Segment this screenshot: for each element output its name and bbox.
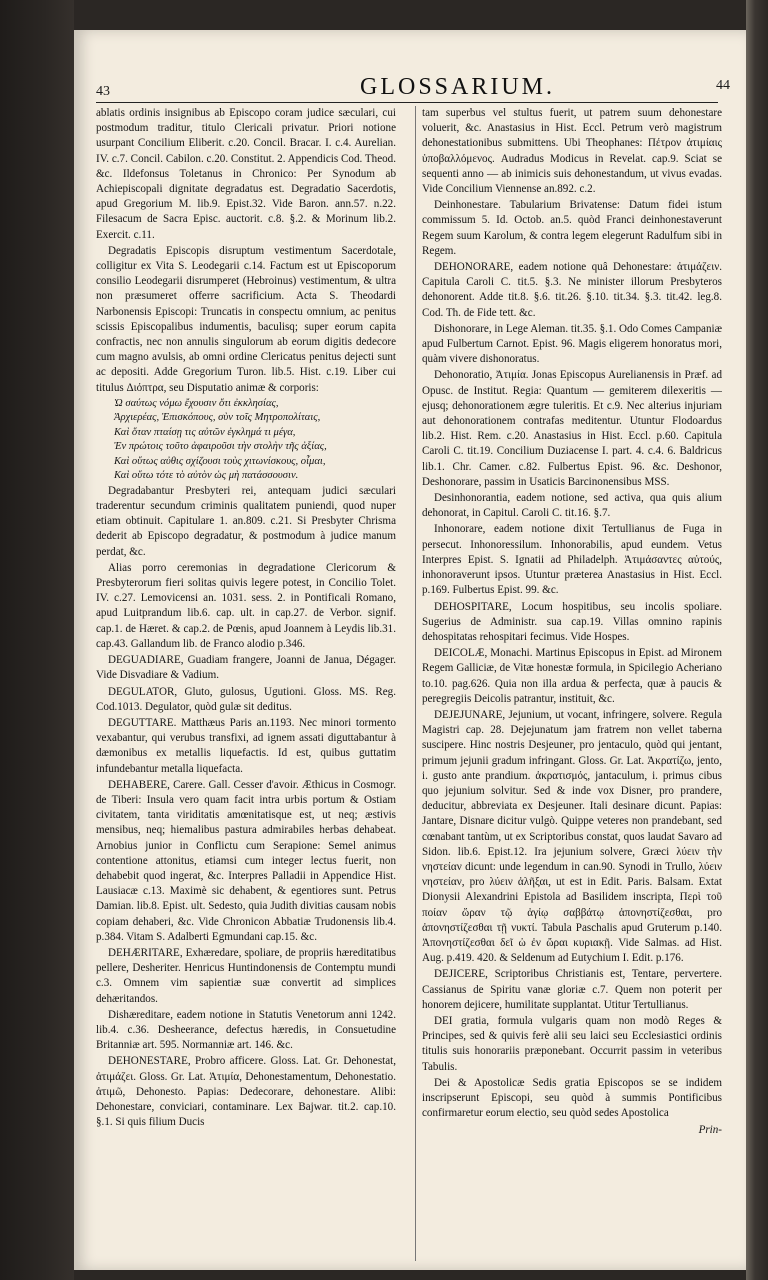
verse-line: Ἐν πρώτοις τοῦτο ἀφαιροῦσι τὴν στολὴν τῆς ἀξίας, [114, 441, 327, 453]
right-page-edge [746, 0, 768, 1280]
glossary-paragraph: DEHOSPITARE, Locum hospitibus, seu incolis spoliare. Sugerius de Administr. sua cap.19. Villas omnino rapinis dehospitatas rehospitari fecimus. Vide Hospes. [422, 600, 722, 643]
glossary-paragraph: DEJICERE, Scriptoribus Christianis est, Tentare, pervertere. Cassianus de Spiritu vanæ gloriæ c.7. Quem non poterit per honorem dejicere, humilitate supplantat. Utitur Tertullianus. [422, 968, 722, 1011]
catchword: Prin- [698, 1124, 722, 1137]
verse-line: Καὶ οὕτως αὐθις σχίζουσι τοὺς χιτωνίσκους, οἶμαι, [114, 455, 326, 467]
glossary-paragraph: DEHONORARE, eadem notione quâ Dehonestare: ἀτιμάζειν. Capitula Caroli C. tit.5. §.3. Ne minister illorum Presbyteros dehonorent. Adde tit.8. §.6. tit.26. §.10. tit.34. §.3. tit.42. leg.8. Cod. Th. de Fide tett. &c. [422, 261, 722, 319]
glossary-paragraph: Degradabantur Presbyteri rei, antequam judici sæculari traderentur secundum criminis qualitatem puniendi, quod nuper etiam obtinuit. Capitulare 1. an.809. c.21. Si Presbyter Chrisma dederit ab Episcopo degradatur, & postmodum à judice manum perdat, &c. [96, 484, 396, 558]
glossary-paragraph: DEGULATOR, Gluto, gulosus, Ugutioni. Gloss. MS. Reg. Cod.1013. Degulator, quòd gulæ sit deditus. [96, 685, 396, 713]
glossary-paragraph: Deinhonestare. Tabularium Brivatense: Datum fidei istum commissum 5. Id. Octob. an.5. quòd Franci deinhonestaverunt Regem suum Karolum, & contra legem elegerunt Radulfum sibi in Regem. [422, 199, 722, 257]
glossary-paragraph: DEHONESTARE, Probro afficere. Gloss. Lat. Gr. Dehonestat, ἀτιμάζει. Gloss. Gr. Lat. Ἀτιμία, Dehonestamentum, Dehonestatio. ἀτιμῶ, Dehonesto. Papias: Dedecorare, dehonestare. Alibi: Dehonestare, conviciari, contaminare. Lex Bajwar. tit.2. cap.10. §.1. Si quis filium Ducis [96, 1055, 396, 1129]
verse-line: Ὡ σαύτως νόμω ἔχουσιν ὅτι ἐκκλησίας, [114, 397, 279, 409]
glossary-paragraph: Dishonorare, in Lege Aleman. tit.35. §.1. Odo Comes Campaniæ apud Fulbertum Carnot. Epist. 96. Magis eligerem honoratus mori, quàm vivere dishonoratus. [422, 322, 722, 366]
glossary-paragraph: DEGUADIARE, Guadiam frangere, Joanni de Janua, Dégager. Vide Disvadiare & Vadium. [96, 654, 396, 682]
glossary-paragraph: Dishæreditare, eadem notione in Statutis Venetorum anni 1242. lib.4. c.36. Desheerance, defectus hæredis, in Consuetudine Britanniæ art. 595. Normanniæ art. 146. &c. [96, 1008, 396, 1052]
header-rule [96, 102, 718, 103]
glossary-paragraph: DEJEJUNARE, Jejunium, ut vocant, infringere, solvere. Regula Magistri cap. 28. Dejejunatum jam fratrem non vellet taberna suscipere. Hinc nostris Desjeuner, pro jentaculo, quòd qui jentant, primum jejunii gradum infringant. Gloss. Gr. Lat. Ἀκρατίζω, jento, i. gusto ante prandium. ἀκρατισμός, jantaculum, i. primus cibus quo jejunium solvitur. Sed & inde vox Disner, pro prandere, deducitur, abbreviata ex Desjeuner. Itali desinare dicunt. Papias: Jantare, Disnare dicitur vulgò. Quippe veteres non prandebant, sed cœnabant tantùm, ut ex Scriptoribus constat, quos laudat Savaro ad Sidon. lib.6. Epist.12. Ira jejunium solvere, Græci λύειν τὴν νηστείαν dicunt: unde legendum in can.90. Synodi in Trullo, λύειν νηστείαν, pro λύειν ἀλῆξαι, ut est in Edit. Paris. Balsam. Extat Dionysii Alexandrini Epistola ad Basilidem inscripta, Περὶ τοῦ ποίαν ὥραν τῷ ἁγίῳ σαββάτῳ ἀπονηστίζεσθαι, pro ἀπονηστίζεσθαι τῇ νυκτί. Tabula Paschalis apud Gruterum p.140. Ἀπονηστίζεσθαι δεῖ ὡ ἐν ὥραι κυριακῇ. Vide Salmas. ad Hist. Aug. p.419. 420. & Seldenum ad Eutychium I. Edit. p.176. [422, 708, 722, 965]
glossary-paragraph: Dei & Apostolicæ Sedis gratia Episcopos se se indidem inscripserunt Episcopi, seu quòd à summis Pontificibus confirmaretur eorum electio, seu quòd sedes Apostolica [422, 1076, 722, 1120]
verse-line: Ἀρχιερέας, Ἐπισκόπους, σὺν τοῖς Μητροπολίταις, [114, 412, 321, 424]
left-book-gutter [0, 0, 74, 1280]
glossary-paragraph: DEHABERE, Carere. Gall. Cesser d'avoir. Æthicus in Cosmogr. de Tiberi: Insula vero quam facit intra urbis portum & Ostiam civitatem, tanta viriditatis amœnitatisque est, ut neq; æstivis mensibus, neq; hiemalibus pastura admirabiles herbas dehabeat. Arnobius junior in Conflictu cum Serapione: Semel animus contentione attonitus, etiamsi cum integer lectus fuerit, non dehabebit quod ingerat, &c. Interpres Palladii in Appendice Hist. Lausiacæ c.13. Maximè sic dehabent, & egentiores sunt. Petrus Damian. lib.8. Epist. ult. Sedesto, quia Judith divitias causam nobis copiam dehaberi, &c. Vide Chronicon Abbatiæ Trudonensis lib.4. p.384. Vitam S. Adalberti Egmundani cap.15. &c. [96, 778, 396, 943]
glossary-paragraph: Degradatis Episcopis disruptum vestimentum Sacerdotale, colligitur ex Vita S. Leodegarii c.14. Factum est ut Episcoporum consilio Leodegarii disrumperet (Hebroinus) vestimentum, & ultra non præsumeret offerre sacrificium. Acta S. Theodardi Narbonensis Episcopi: Truncatis in conspectu omnium, ac penitus scissis Episcopalibus indumentis, baculisq; super eorum capita confractis, nec non annulis singulorum ab eorum digitis dedecore cum magno avulsis, ab omni ordine Clericatus penitus dejecti sunt ac depositi. Adde Gregorium Turon. lib.5. Hist. c.19. Liber cui titulus Διόπτρα, seu Disputatio animæ & corporis: [96, 244, 396, 394]
glossary-paragraph: tam superbus vel stultus fuerit, ut patrem suum dehonestare voluerit, &c. Anastasius in Hist. Eccl. Petrum verò magistrum dehonestationibus submittens. Ubi Theophanes: Πέτρον ἀτιμίαις ὑποβαλλόμενος. Audradus Modicus in Revelat. cap.9. Sciat se sequenti anno — ab inimicis suis dehonestandum, ut vivus evadas. Vide Concilium Viennense an.892. c.2. [422, 107, 722, 196]
glossary-paragraph: ablatis ordinis insignibus ab Episcopo coram judice sæculari, cui postmodum traditur, titulo Clericali privatur. Priori notione usurpant Concilium Eliberit. c.20. Concil. Bracar. I. c.4. Aurelian. IV. c.7. Concil. Cabilon. c.20. Constitut. 2. Appendicis Cod. Theod. &c. Ildefonsus Toletanus in Chronico: Per Synodum ab Achiepiscopali dignitate degradatus est. Degradatio Sacerdotis, apud Gregorium M. lib.9. Epist.32. Vide Baron. ann.57. n.22. Filesacum de Sacra Episc. auctorit. c.8. §.2. & Morinum lib.2. Exercit. c.11. [96, 107, 396, 241]
glossary-paragraph: Alias porro ceremonias in degradatione Clericorum & Presbyterorum fieri solitas quivis legere potest, in Concilio Tolet. IV. c.27. Lemovicensi an. 1031. sess. 2. in Pontificali Romano, apud Luitprandum lib.6. cap. ult. in cap.27. de Verbor. signif. cap.1. de Hæret. & cap.2. de Pœnis, apud Joannem à Leydis lib.31. cap.43. Gallandum lib. de Franco alodio p.346. [96, 561, 396, 650]
verse-line: Καὶ ὅταν πταίσῃ τις αὐτῶν ἐγκλημά τι μέγα, [114, 426, 296, 438]
left-text-column [96, 106, 396, 1266]
glossary-paragraph: DEI gratia, formula vulgaris quam non modò Reges & Principes, sed & quivis ferè alii seu laici seu Ecclesiastici ordinis titulis suis honorariis præponebant. Occurrit passim in veteribus Tabulis. [422, 1014, 722, 1073]
glossary-paragraph: Dehonoratio, Ἀτιμία. Jonas Episcopus Aurelianensis in Præf. ad Opusc. de Institut. Regia: Quantum — gemiterem dilexeritis — ejusq; dehonorationem ægre tuleritis. Et c.9. Nec alterius injuriam aut dehonorationem contrafas meditentur. Utuntur Flodoardus lib.2. Hist. Rem. c.20. Anastasius in Hist. Eccl. p.60. Capitula Caroli C. tit.19. Concilium Duziacense I. part. 4. c.4. 6. Baldricus lib.1. Chr. Camer. c.82. Fulbertus Epist. 96. &c. Deshonor, Deshonorare, passim in Usaticis Barcinonensibus MSS. [422, 369, 722, 488]
right-text-column [422, 106, 722, 1266]
column-divider [415, 106, 416, 1261]
verse-line: Καὶ οὕτω τότε τὸ αὐτὸν ὡς μὴ πατάσσουσιν. [114, 470, 299, 482]
glossary-paragraph: Inhonorare, eadem notione dixit Tertullianus de Fuga in persecut. Inhonoressilum. Inhonorabilis, apud eundem. Vetus Interpres Epist. S. Ignatii ad Philadelph. Ἀτιμάσαντες αὐτούς, inhonoraverunt ipsos. Utuntur præterea Anastasius in Hist. Eccl. p.169. Fulbertus Epist. 99. &c. [422, 523, 722, 597]
running-head-title: GLOSSARIUM. [360, 74, 556, 100]
glossary-paragraph: DEHÆRITARE, Exhæredare, spoliare, de propriis hæreditatibus pellere, Desheriter. Henricus Huntindonensis de Contemptu mundi c.3. Omnem vim sapientiæ suæ convertit ad simplices dehæritandos. [96, 946, 396, 1005]
glossary-paragraph: DEGUTTARE. Matthæus Paris an.1193. Nec minori tormento vexabantur, qui verubus transfixi, ad ignem assati diguttabantur à dæmonibus ex metallis liquefactis. Id est, quibus guttatim infundebantur metalla liquefacta. [96, 716, 396, 775]
page-number-right: 44 [716, 78, 730, 93]
glossary-paragraph: DEICOLÆ, Monachi. Martinus Episcopus in Epist. ad Mironem Regem Galliciæ, de Vitæ honestæ formula, in Spicilegio Acheriano to.10. pag.626. Quia non illa ardua & perfecta, quæ à paucis & peregregiis Deicolis patrantur, instituit, &c. [422, 647, 722, 705]
glossary-paragraph: Desinhonorantia, eadem notione, sed activa, qua quis alium dehonorat, in Capitul. Caroli C. tit.16. §.7. [422, 492, 722, 520]
page-number-left: 43 [96, 84, 110, 99]
